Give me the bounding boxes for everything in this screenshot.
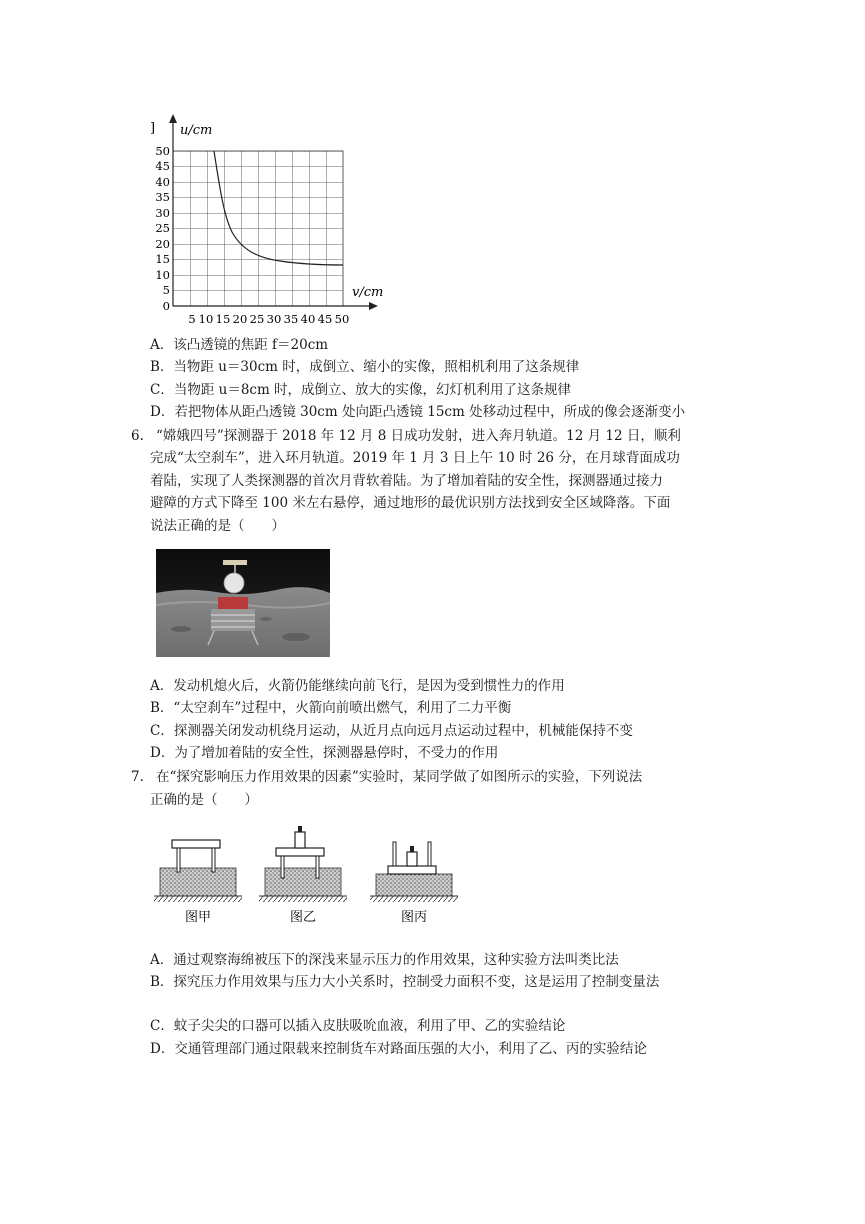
q7-stem-line: 在“探究影响压力作用效果的因素”实验时，某同学做了如图所示的实验，下列说法 [156,769,643,785]
corner-mark: ] [150,121,156,136]
x-tick: 15 [215,312,231,326]
y-tick: 45 [155,159,170,173]
y-tick: 25 [155,221,170,235]
y-tick: 30 [155,206,170,220]
q5-option-a: A．该凸透镜的焦距 f＝20cm [150,337,329,353]
y-tick: 5 [162,283,170,297]
q6-option-a: A．发动机熄火后，火箭仍能继续向前飞行，是因为受到惯性力的作用 [150,678,565,694]
q6-number: 6. [131,428,144,444]
x-tick: 10 [198,312,214,326]
q6-option-d: D．为了增加着陆的安全性，探测器悬停时，不受力的作用 [150,745,499,761]
q6-option-c: C．探测器关闭发动机绕月运动，从近月点向远月点运动过程中，机械能保持不变 [150,723,633,739]
q6-stem-line: 着陆，实现了人类探测器的首次月背软着陆。为了增加着陆的安全性，探测器通过接力 [150,473,663,489]
x-tick: 5 [188,312,196,326]
lunar-rover-photo [156,549,330,657]
y-tick: 50 [155,144,170,158]
x-tick: 45 [317,312,333,326]
q6-option-b: B．“太空刹车”过程中，火箭向前喷出燃气，利用了二力平衡 [150,700,512,716]
x-tick-labels [188,312,349,326]
q7-number: 7. [131,769,144,785]
y-tick: 0 [162,299,170,313]
q7-option-c: C．蚊子尖尖的口器可以插入皮肤吸吮血液，利用了甲、乙的实验结论 [150,1018,566,1034]
q7-option-b: B．探究压力作用效果与压力大小关系时，控制受力面积不变，这是运用了控制变量法 [150,974,660,990]
y-axis-label: u/cm [180,123,213,138]
lens-graph [140,110,390,330]
y-tick: 20 [155,237,170,251]
q7-stem-line: 正确的是（ ） [150,792,258,808]
x-tick: 35 [283,312,299,326]
y-axis-arrow [169,114,177,123]
x-tick: 20 [232,312,248,326]
y-tick: 40 [155,175,170,189]
q5-option-d: D．若把物体从距凸透镜 30cm 处向距凸透镜 15cm 处移动过程中，所成的像会逐渐变小 [150,404,686,420]
q5-option-c: C．当物距 u＝8cm 时，成倒立、放大的实像，幻灯机利用了这条规律 [150,382,572,398]
figure-label-jia: 图甲 [184,910,212,925]
pressure-experiment-figure [150,822,470,928]
figure-jia [154,840,242,902]
x-tick: 25 [249,312,265,326]
y-tick: 15 [155,252,170,266]
figure-yi [259,826,347,902]
x-tick: 40 [300,312,316,326]
q6-stem-line: 完成“太空刹车”，进入环月轨道。2019 年 1 月 3 日上午 10 时 26 分，在月球背面成功 [150,450,680,466]
q6-stem-line: 说法正确的是（ ） [150,518,285,534]
figure-label-yi: 图乙 [289,910,317,925]
x-axis-label: v/cm [352,285,384,300]
x-tick: 30 [266,312,282,326]
q7-option-d: D．交通管理部门通过限载来控制货车对路面压强的大小，利用了乙、丙的实验结论 [150,1041,647,1057]
q6-stem-line: 避障的方式下降至 100 米左右悬停，通过地形的最优识别方法找到安全区域降落。下面 [150,495,671,511]
y-tick: 10 [155,268,170,282]
figure-bing [370,842,458,902]
y-tick-labels [155,144,170,313]
graph-grid [173,151,343,306]
x-axis-arrow [369,302,378,310]
y-tick: 35 [155,190,170,204]
q6-stem-line: “嫦娥四号”探测器于 2018 年 12 月 8 日成功发射，进入奔月轨道。12 月 12 日，顺利 [156,428,681,444]
q5-option-b: B．当物距 u＝30cm 时，成倒立、缩小的实像，照相机利用了这条规律 [150,359,580,375]
q7-option-a: A．通过观察海绵被压下的深浅来显示压力的作用效果，这种实验方法叫类比法 [150,952,619,968]
figure-label-bing: 图丙 [400,910,428,925]
x-tick: 50 [334,312,350,326]
